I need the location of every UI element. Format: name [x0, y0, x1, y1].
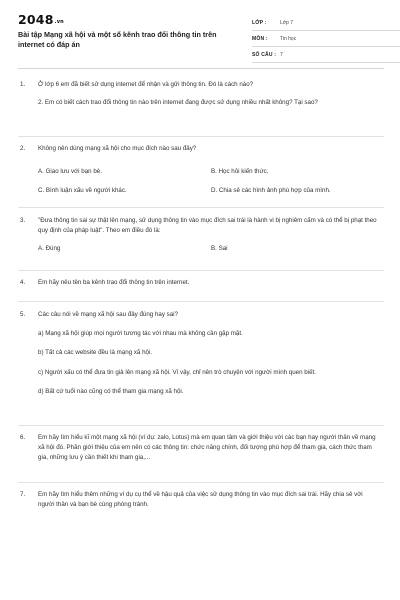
option-b[interactable]: B. Sai [211, 245, 228, 253]
statement-d: d) Bất cứ tuổi nào cũng có thể tham gia mạng xã hội. [38, 387, 184, 395]
question-divider [18, 425, 384, 426]
meta-value: 7 [280, 52, 283, 58]
question-number: 7. [20, 491, 26, 498]
meta-label: LỚP : [252, 20, 267, 26]
question-divider [18, 136, 384, 137]
question-7 [20, 490, 380, 510]
question-text: Không nên dùng mạng xã hội cho mục đích nào sau đây? [38, 145, 197, 152]
page-header [18, 12, 384, 64]
question-5 [20, 310, 380, 397]
logo-tld: .vn [54, 19, 64, 25]
document-title: Bài tập Mạng xã hội và một số kênh trao đổi thông tin trên internet có đáp án [18, 30, 217, 49]
logo-text: 2048 [18, 12, 54, 27]
statement-a: a) Mạng xã hội giúp mọi người tương tác với nhau mà không cần gặp mặt. [38, 330, 243, 338]
statement-b: b) Tất cả các website đều là mạng xã hội. [38, 349, 153, 357]
question-text: Em hãy nêu tên ba kênh trao đổi thông tin trên internet. [38, 279, 190, 286]
meta-value: Lớp 7 [280, 20, 294, 26]
meta-row-subject [252, 32, 400, 47]
option-d[interactable]: D. Chia sẻ các hình ảnh phù hợp của mình. [211, 187, 331, 195]
answer-options [38, 244, 380, 254]
question-subtext: 2. Em có biết cách trao đổi thông tin nào trên internet đang được sử dụng nhiều nhất không? Tại sao? [38, 99, 318, 107]
question-divider [18, 482, 384, 483]
header-divider [18, 68, 384, 69]
question-text: Em hãy tìm hiểu kĩ một mạng xã hội (ví dụ: zalo, Lotus) mà em quan tâm và giới thiệu với các bạn hay người thân về mạng xã hội đó. Phần giới thiệu của em nên có các thông tin: chức năng chính, đối tượng phù hợp để tham gia, cách thức tham gia, những lưu ý cần thiết khi tham gia,... [38, 434, 376, 462]
question-number: 5. [20, 311, 26, 318]
meta-table [252, 16, 400, 64]
option-c[interactable]: C. Bình luận xấu về người khác. [38, 187, 127, 195]
question-number: 6. [20, 434, 26, 441]
meta-row-class [252, 16, 400, 31]
meta-label: MÔN : [252, 36, 268, 42]
question-number: 2. [20, 145, 26, 152]
answer-options [38, 167, 380, 196]
question-divider [18, 207, 384, 208]
meta-label: SỐ CÂU : [252, 52, 277, 58]
meta-value: Tin học [280, 36, 297, 42]
option-a[interactable]: A. Đúng [38, 245, 61, 253]
question-number: 4. [20, 279, 26, 286]
statement-c: c) Người xấu có thể đưa tin giả lên mạng xã hội. Vì vậy, chỉ nên trò chuyện với người mình quen biết. [38, 368, 316, 376]
question-text: Ở lớp 6 em đã biết sử dụng internet để nhận và gửi thông tin. Đó là cách nào? [38, 81, 254, 88]
question-6 [20, 433, 380, 464]
question-4 [20, 278, 380, 288]
question-number: 3. [20, 217, 26, 224]
question-text: "Đưa thông tin sai sự thật lên mạng, sử dụng thông tin vào mục đích sai trái là hành vi bị nghiêm cấm và có thể bị phạt theo quy định của pháp luật". Theo em điều đó là: [38, 217, 377, 235]
question-text: Các câu nói về mạng xã hội sau đây đúng hay sai? [38, 311, 178, 318]
question-2 [20, 144, 380, 197]
question-number: 1. [20, 81, 26, 88]
question-divider [18, 301, 384, 302]
question-text: Em hãy tìm hiểu thêm những ví dụ cụ thể về hậu quả của việc sử dụng thông tin vào mục đích sai trái. Hãy chia sẻ với người thân và bạn bè cùng phòng tránh. [38, 491, 363, 509]
question-divider [18, 270, 384, 271]
question-3 [20, 216, 380, 255]
meta-row-question-count [252, 48, 400, 63]
question-1 [20, 80, 380, 108]
option-a[interactable]: A. Giao lưu với bạn bè. [38, 168, 102, 176]
option-b[interactable]: B. Học hỏi kiến thức. [211, 168, 269, 176]
